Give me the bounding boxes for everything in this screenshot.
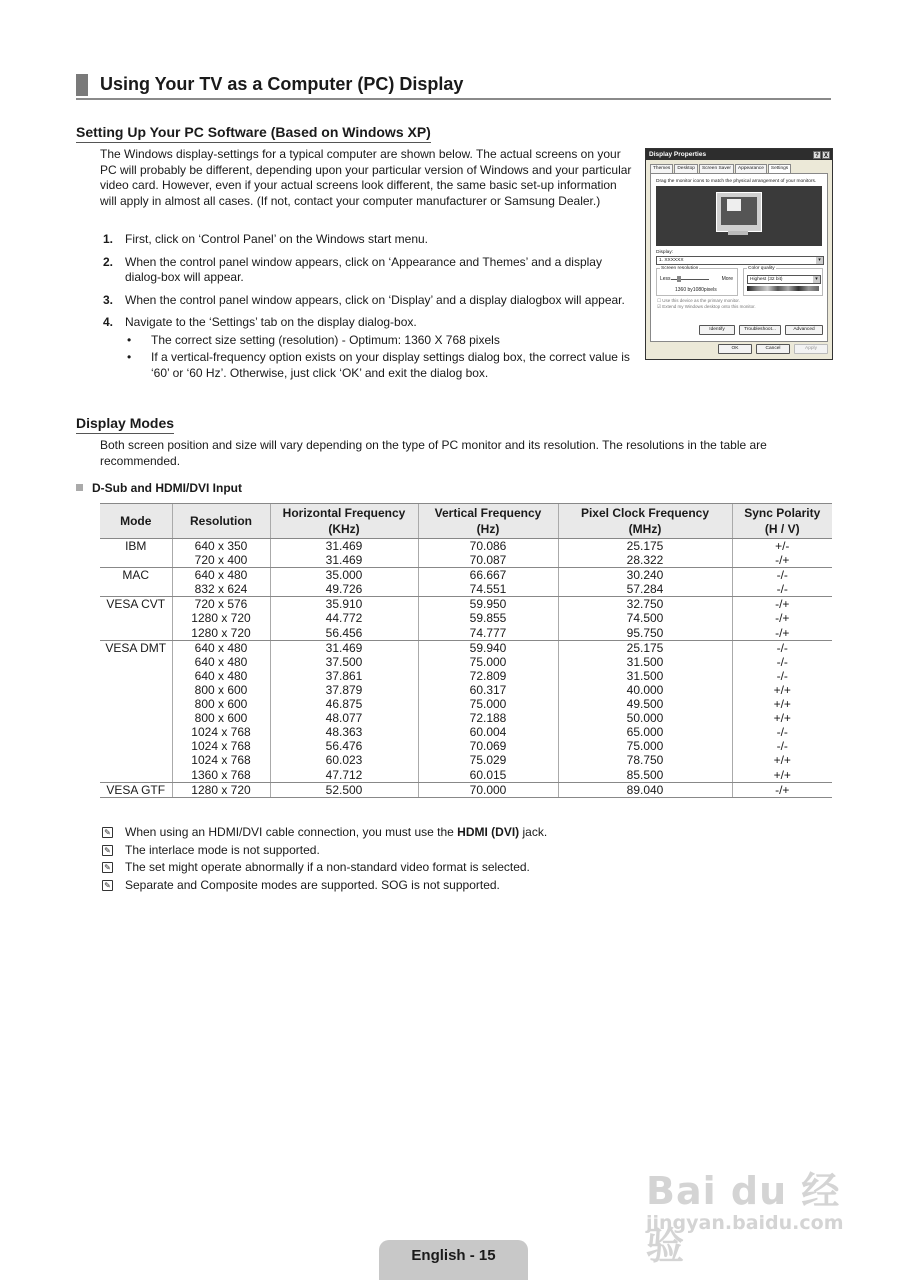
mode-cell xyxy=(100,553,172,568)
watermark-logo: Bai du 经验 xyxy=(646,1169,841,1268)
pixel-clock-cell: 85.500 xyxy=(558,768,732,783)
chevron-down-icon[interactable]: ▾ xyxy=(816,257,823,264)
vfreq-cell: 74.551 xyxy=(418,582,558,597)
hfreq-cell: 37.879 xyxy=(270,683,418,697)
col-header-mode: Mode xyxy=(100,504,172,539)
mode-cell xyxy=(100,697,172,711)
note-item xyxy=(100,859,547,877)
sync-polarity-cell: -/+ xyxy=(732,553,832,568)
sync-polarity-cell: -/- xyxy=(732,739,832,753)
mode-cell xyxy=(100,711,172,725)
quality-select-value: Highest (32 bit) xyxy=(750,277,783,282)
hfreq-cell: 60.023 xyxy=(270,753,418,767)
mode-cell xyxy=(100,669,172,683)
pixel-clock-cell: 40.000 xyxy=(558,683,732,697)
quality-select[interactable] xyxy=(747,275,821,284)
resolution-cell: 1024 x 768 xyxy=(172,753,270,767)
mode-cell: VESA GTF xyxy=(100,782,172,797)
resolution-cell: 640 x 480 xyxy=(172,669,270,683)
vfreq-cell: 60.004 xyxy=(418,725,558,739)
note-icon: ✎ xyxy=(102,880,113,891)
pixel-clock-cell: 25.175 xyxy=(558,539,732,554)
tab-themes[interactable]: Themes xyxy=(650,164,673,173)
dialog-titlebar xyxy=(646,149,832,160)
monitor-stand-icon xyxy=(728,231,748,235)
resolution-cell: 800 x 600 xyxy=(172,683,270,697)
mode-cell xyxy=(100,753,172,767)
display-modes-table xyxy=(100,503,832,798)
table-row xyxy=(100,582,832,597)
display-select-value: 1. XXXXXX xyxy=(659,258,684,263)
table-row xyxy=(100,539,832,554)
resolution-value: 1360 by1080pixels xyxy=(675,287,717,293)
resolution-slider-thumb[interactable] xyxy=(677,276,681,282)
note-icon: ✎ xyxy=(102,827,113,838)
sync-polarity-cell: -/- xyxy=(732,725,832,739)
table-row xyxy=(100,697,832,711)
more-label: More xyxy=(721,276,733,282)
vfreq-cell: 60.317 xyxy=(418,683,558,697)
vfreq-cell: 70.000 xyxy=(418,782,558,797)
pixel-clock-cell: 28.322 xyxy=(558,553,732,568)
sync-polarity-cell: +/+ xyxy=(732,753,832,767)
sync-polarity-cell: +/+ xyxy=(732,683,832,697)
section2-intro: Both screen position and size will vary depending on the type of PC monitor and its resolution. The resolutions in the table are recommended. xyxy=(100,438,767,468)
sync-polarity-cell: -/- xyxy=(732,669,832,683)
check2-label: Extend my Windows desktop onto this monitor. xyxy=(662,304,756,309)
hfreq-cell: 49.726 xyxy=(270,582,418,597)
pixel-clock-cell: 31.500 xyxy=(558,655,732,669)
sync-polarity-cell: +/+ xyxy=(732,711,832,725)
table-body xyxy=(100,539,832,798)
sync-polarity-cell: -/- xyxy=(732,640,832,655)
pixel-clock-cell: 78.750 xyxy=(558,753,732,767)
notes-list xyxy=(100,824,547,895)
step-number: 4. xyxy=(103,315,114,329)
page-footer: English - 15 xyxy=(379,1240,528,1280)
mode-cell xyxy=(100,611,172,625)
dialog-tabs xyxy=(650,164,792,173)
drag-instructions: Drag the monitor icons to match the physical arrangement of your monitors. xyxy=(656,179,817,184)
section-heading-pc-software: Setting Up Your PC Software (Based on Windows XP) xyxy=(76,124,431,143)
table-row xyxy=(100,553,832,568)
vfreq-cell: 59.950 xyxy=(418,597,558,612)
step-4 xyxy=(100,315,630,381)
identify-button[interactable]: Identify xyxy=(699,325,735,335)
note-text: Separate and Composite modes are supported. SOG is not supported. xyxy=(125,878,500,893)
hfreq-cell: 31.469 xyxy=(270,539,418,554)
mode-cell: VESA CVT xyxy=(106,597,166,612)
display-properties-dialog xyxy=(645,148,833,360)
hfreq-cell: 48.077 xyxy=(270,711,418,725)
extend-desktop-checkbox[interactable]: ☑ Extend my Windows desktop onto this monitor. xyxy=(657,304,756,309)
quality-label: Color quality xyxy=(748,266,775,271)
note-item xyxy=(100,824,547,842)
resolution-label: Screen resolution xyxy=(661,266,699,271)
hfreq-cell: 56.456 xyxy=(270,626,418,641)
resolution-cell: 640 x 350 xyxy=(172,539,270,554)
hfreq-cell: 48.363 xyxy=(270,725,418,739)
bullet-resolution: • The correct size setting (resolution) - Optimum: 1360 X 768 pixels xyxy=(125,333,630,349)
display-select[interactable] xyxy=(656,256,824,265)
pixel-clock-cell: 89.040 xyxy=(558,782,732,797)
pixel-clock-cell: 74.500 xyxy=(558,611,732,625)
sync-polarity-cell: -/+ xyxy=(732,611,832,625)
resolution-cell: 1360 x 768 xyxy=(172,768,270,783)
table-row xyxy=(100,611,832,625)
table-row xyxy=(100,711,832,725)
hfreq-cell: 31.469 xyxy=(270,640,418,655)
color-spectrum-bar xyxy=(747,286,819,291)
monitor-icon[interactable] xyxy=(716,192,762,232)
hfreq-cell: 37.861 xyxy=(270,669,418,683)
square-bullet-icon xyxy=(76,484,83,491)
resolution-cell: 1280 x 720 xyxy=(172,782,270,797)
display-label: Display: xyxy=(656,250,674,255)
resolution-cell: 1280 x 720 xyxy=(172,611,270,625)
troubleshoot-button[interactable]: Troubleshoot... xyxy=(739,325,781,335)
sync-polarity-cell: -/- xyxy=(732,568,832,583)
resolution-cell: 800 x 600 xyxy=(172,697,270,711)
note-item xyxy=(100,877,547,895)
color-quality-group xyxy=(743,268,823,296)
close-button[interactable]: X xyxy=(823,153,828,159)
hfreq-cell: 35.000 xyxy=(270,568,418,583)
sync-polarity-cell: +/+ xyxy=(732,697,832,711)
resolution-cell: 720 x 400 xyxy=(172,553,270,568)
chevron-down-icon[interactable]: ▾ xyxy=(813,276,820,283)
mode-cell xyxy=(100,768,172,783)
vfreq-cell: 59.940 xyxy=(418,640,558,655)
vfreq-cell: 72.809 xyxy=(418,669,558,683)
monitor-arrangement xyxy=(656,186,822,246)
sync-polarity-cell: +/- xyxy=(732,539,832,554)
table-row xyxy=(100,683,832,697)
vfreq-cell: 75.000 xyxy=(418,697,558,711)
note-icon: ✎ xyxy=(102,862,113,873)
resolution-cell: 720 x 576 xyxy=(172,597,270,612)
vfreq-cell: 60.015 xyxy=(418,768,558,783)
hfreq-cell: 31.469 xyxy=(270,553,418,568)
sync-polarity-cell: -/+ xyxy=(732,782,832,797)
resolution-cell: 1024 x 768 xyxy=(172,725,270,739)
dialog-title: Display Properties xyxy=(649,151,707,158)
advanced-button[interactable]: Advanced xyxy=(785,325,823,335)
note-text-after: jack. xyxy=(519,825,548,839)
tab-settings[interactable]: Settings xyxy=(768,164,791,174)
step-text: Navigate to the ‘Settings’ tab on the display dialog-box. xyxy=(125,315,417,329)
vfreq-cell: 70.086 xyxy=(418,539,558,554)
input-subheading-text: D-Sub and HDMI/DVI Input xyxy=(92,481,242,495)
section1-intro: The Windows display-settings for a typical computer are shown below. The actual screens on your PC will probably be different, depending upon your particular version of Windows and your particular video card. However, even if your actual screens look different, the same basic set-up information will apply in almost all cases. (If not, contact your computer manufacturer or Samsung Dealer.) xyxy=(100,147,632,208)
page-title-bar xyxy=(76,72,831,100)
resolution-cell: 640 x 480 xyxy=(172,655,270,669)
hfreq-cell: 35.910 xyxy=(270,597,418,612)
vfreq-cell: 59.855 xyxy=(418,611,558,625)
check1-label: Use this device as the primary monitor. xyxy=(662,298,740,303)
pixel-clock-cell: 75.000 xyxy=(558,739,732,753)
hfreq-cell: 47.712 xyxy=(270,768,418,783)
pixel-clock-cell: 31.500 xyxy=(558,669,732,683)
window-icon xyxy=(727,199,741,211)
help-button[interactable]: ? xyxy=(813,151,821,159)
hfreq-cell: 44.772 xyxy=(270,611,418,625)
screen-resolution-group xyxy=(656,268,738,296)
pixel-clock-cell: 49.500 xyxy=(558,697,732,711)
note-item xyxy=(100,842,547,860)
note-text: When using an HDMI/DVI cable connection, you must use the xyxy=(125,825,458,839)
resolution-cell: 640 x 480 xyxy=(172,568,270,583)
mode-cell: IBM xyxy=(125,539,147,553)
mode-cell xyxy=(100,582,172,597)
resolution-cell: 1024 x 768 xyxy=(172,739,270,753)
watermark-url: jingyan.baidu.com xyxy=(646,1212,844,1234)
step-3 xyxy=(100,293,630,309)
step-2 xyxy=(100,255,630,286)
step-number: 3. xyxy=(103,292,114,307)
hfreq-cell: 56.476 xyxy=(270,739,418,753)
pixel-clock-cell: 95.750 xyxy=(558,626,732,641)
resolution-cell: 1280 x 720 xyxy=(172,626,270,641)
table-row xyxy=(100,782,832,797)
sync-polarity-cell: -/+ xyxy=(732,626,832,641)
vfreq-cell: 75.029 xyxy=(418,753,558,767)
hfreq-cell: 37.500 xyxy=(270,655,418,669)
mode-cell xyxy=(100,739,172,753)
mode-cell xyxy=(100,725,172,739)
table-row xyxy=(100,768,832,783)
step-number: 1. xyxy=(103,232,114,246)
note-icon: ✎ xyxy=(102,845,113,856)
note-text: The set might operate abnormally if a non-standard video format is selected. xyxy=(125,860,530,875)
sync-polarity-cell: -/+ xyxy=(732,597,832,612)
pixel-clock-cell: 30.240 xyxy=(558,568,732,583)
col-header-sync-polarity: Sync Polarity (H / V) xyxy=(732,504,832,539)
note-text: The interlace mode is not supported. xyxy=(125,842,320,857)
step-text: When the control panel window appears, click on ‘Appearance and Themes’ and a display dialog-box will appear. xyxy=(125,254,602,284)
table-row xyxy=(100,626,832,641)
title-marker xyxy=(76,74,88,96)
sync-polarity-cell: +/+ xyxy=(732,768,832,783)
setup-steps xyxy=(100,232,630,381)
hfreq-cell: 46.875 xyxy=(270,697,418,711)
table-row xyxy=(100,597,832,612)
sync-polarity-cell: -/- xyxy=(732,582,832,597)
page-title: Using Your TV as a Computer (PC) Display xyxy=(100,74,464,94)
pixel-clock-cell: 25.175 xyxy=(558,640,732,655)
baidu-watermark xyxy=(640,1140,860,1268)
ok-button[interactable]: OK xyxy=(718,344,752,354)
bullet-vertical-frequency: • If a vertical-frequency option exists on your display settings dialog box, the correct value is ‘60’ or ‘60 Hz’. Otherwise, just click ‘OK’ and exit the dialog box. xyxy=(125,350,630,381)
apply-button[interactable]: Apply xyxy=(794,344,828,354)
pixel-clock-cell: 50.000 xyxy=(558,711,732,725)
tab-appearance[interactable]: Appearance xyxy=(735,164,767,173)
mode-cell xyxy=(100,683,172,697)
table-row xyxy=(100,640,832,655)
pixel-clock-cell: 32.750 xyxy=(558,597,732,612)
hfreq-cell: 52.500 xyxy=(270,782,418,797)
settings-panel xyxy=(650,173,828,342)
vfreq-cell: 75.000 xyxy=(418,655,558,669)
section-heading-display-modes: Display Modes xyxy=(76,415,174,434)
col-header-horizontal-frequency: Horizontal Frequency (KHz) xyxy=(270,504,418,539)
table-row xyxy=(100,739,832,753)
resolution-cell: 832 x 624 xyxy=(172,582,270,597)
table-row xyxy=(100,725,832,739)
mode-cell xyxy=(100,655,172,669)
less-label: Less xyxy=(660,276,671,282)
vfreq-cell: 70.087 xyxy=(418,553,558,568)
table-row xyxy=(100,568,832,583)
vfreq-cell: 72.188 xyxy=(418,711,558,725)
table-row xyxy=(100,753,832,767)
resolution-cell: 640 x 480 xyxy=(172,640,270,655)
col-header-pixel-clock: Pixel Clock Frequency (MHz) xyxy=(558,504,732,539)
input-subheading xyxy=(76,481,242,495)
pixel-clock-cell: 65.000 xyxy=(558,725,732,739)
resolution-cell: 800 x 600 xyxy=(172,711,270,725)
primary-monitor-checkbox[interactable]: ☐ Use this device as the primary monitor. xyxy=(657,298,740,303)
col-header-vertical-frequency: Vertical Frequency (Hz) xyxy=(418,504,558,539)
cancel-button[interactable]: Cancel xyxy=(756,344,790,354)
step-number: 2. xyxy=(103,254,114,269)
note-bold-text: HDMI (DVI) xyxy=(457,825,520,839)
mode-cell: VESA DMT xyxy=(105,640,167,655)
vfreq-cell: 70.069 xyxy=(418,739,558,753)
sync-polarity-cell: -/- xyxy=(732,655,832,669)
col-header-resolution: Resolution xyxy=(172,504,270,539)
table-row xyxy=(100,669,832,683)
step-1 xyxy=(100,232,630,248)
table-header-row xyxy=(100,504,832,539)
pixel-clock-cell: 57.284 xyxy=(558,582,732,597)
vfreq-cell: 66.667 xyxy=(418,568,558,583)
mode-cell: MAC xyxy=(122,568,150,583)
step-text: When the control panel window appears, click on ‘Display’ and a display dialogbox will appear. xyxy=(125,292,625,307)
tab-screen-saver[interactable]: Screen Saver xyxy=(699,164,734,173)
mode-cell xyxy=(100,626,172,641)
step-text: First, click on ‘Control Panel’ on the Windows start menu. xyxy=(125,232,429,246)
tab-desktop[interactable]: Desktop xyxy=(674,164,698,173)
vfreq-cell: 74.777 xyxy=(418,626,558,641)
table-row xyxy=(100,655,832,669)
